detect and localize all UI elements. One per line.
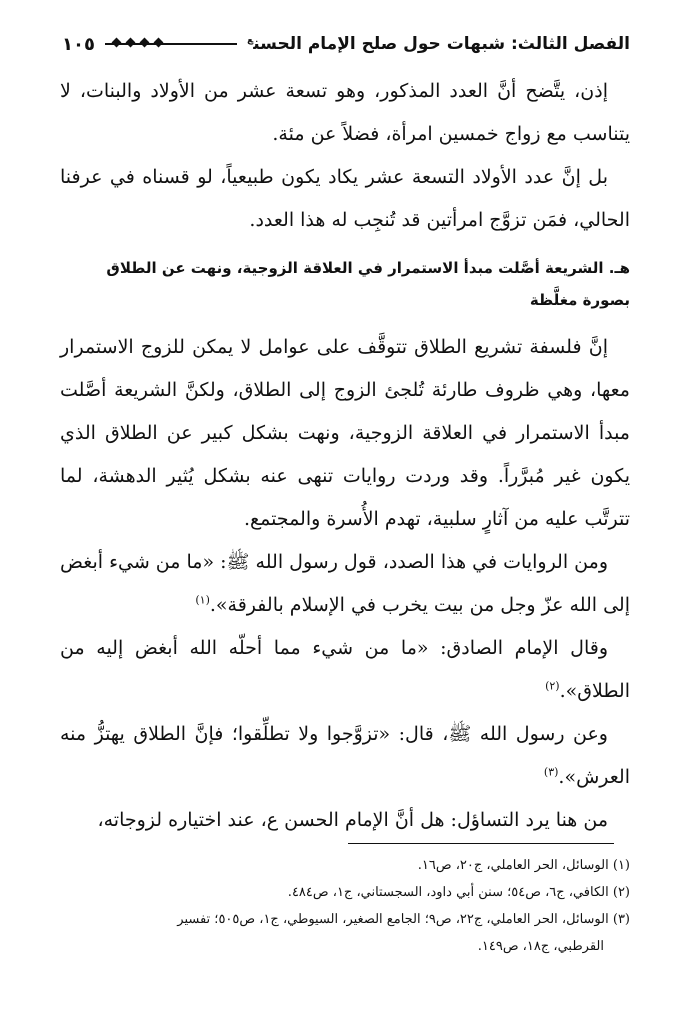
body-paragraph bbox=[60, 799, 630, 842]
footnote-continuation: القرطبي، ج١٨، ص١٤٩. bbox=[477, 939, 604, 954]
footnote-ref[interactable]: (٣) bbox=[543, 765, 559, 779]
body-paragraph bbox=[60, 713, 630, 799]
body-paragraph bbox=[60, 326, 630, 541]
header-ornament-rule bbox=[105, 37, 237, 51]
paragraph-text: إنَّ فلسفة تشريع الطلاق تتوقَّف على عوامل لا يمكن للزوج الاستمرار معها، وهي ظروف طارئة تُلجئ الزوج إلى الطلاق، ولكنَّ الشريعة أصَّلت مبدأ الاستمرار في العلاقة الزوجية، ونهت بشكل كبير عن الطلاق الذي يكون غير مُبرَّراً. وقد وردت روايات تنهى عنه بشكل يُثير الدهشة، لما تترتَّب عليه من آثارٍ سلبية، تهدم الأُسرة والمجتمع. bbox=[60, 336, 630, 530]
header-line bbox=[105, 43, 237, 45]
paragraph-text: وعن رسول الله ﷺ، قال: «تزوَّجوا ولا تطلِّقوا؛ فإنَّ الطلاق يهتزُّ منه العرش». bbox=[60, 723, 630, 788]
chapter-title-text: الفصل الثالث: شبهات حول صلح الإمام الحسن bbox=[253, 34, 630, 54]
ornament-diamond-icon bbox=[126, 38, 136, 48]
body-paragraph: بل إنَّ عدد الأولاد التسعة عشر يكاد يكون طبيعياً، لو قسناه في عرفنا الحالي، فمَن تزوَّج امرأتين قد تُنجِب له هذا العدد. bbox=[60, 166, 630, 231]
footnote: (١) الوسائل، الحر العاملي، ج٢٠، ص١٦. bbox=[417, 858, 630, 873]
chapter-title bbox=[247, 34, 630, 54]
main-text bbox=[60, 70, 630, 842]
footnote-ref[interactable]: (١) bbox=[195, 593, 210, 607]
footnote-ref[interactable]: (٢) bbox=[545, 679, 560, 693]
honorific-mark: ع bbox=[247, 35, 254, 46]
footnote: (٢) الكافي، ج٦، ص٥٤؛ سنن أبي داود، السجستاني، ج١، ص٤٨٤. bbox=[287, 885, 630, 900]
ornament-diamond-icon bbox=[154, 38, 164, 48]
paragraph-text: من هنا يرد التساؤل: هل أنَّ الإمام الحسن ع، عند اختياره لزوجاته، bbox=[97, 809, 608, 831]
paragraph-text: وقال الإمام الصادق: «ما من شيء مما أحلّه الله أبغض إليه من الطلاق». bbox=[60, 637, 630, 702]
section-heading: هـ. الشريعة أصَّلت مبدأ الاستمرار في العلاقة الزوجية، ونهت عن الطلاق بصورة مغلَّظة bbox=[106, 259, 630, 309]
ornament-diamond-icon bbox=[112, 38, 122, 48]
footnote-separator bbox=[348, 843, 614, 844]
page-number: ١٠٥ bbox=[62, 33, 95, 55]
running-header bbox=[62, 28, 630, 60]
body-paragraph bbox=[60, 541, 630, 627]
body-paragraph bbox=[60, 627, 630, 713]
footnote: (٣) الوسائل، الحر العاملي، ج٢٢، ص٩؛ الجامع الصغير، السيوطي، ج١، ص٥٠٥؛ تفسير bbox=[177, 912, 630, 927]
ornament-diamond-icon bbox=[140, 38, 150, 48]
paragraph-text: ومن الروايات في هذا الصدد، قول رسول الله ﷺ: «ما من شيء أبغض إلى الله عزّ وجل من بيت يخرب في الإسلام بالفرقة». bbox=[60, 551, 630, 616]
body-paragraph: إذن، يتَّضح أنَّ العدد المذكور، وهو تسعة عشر من الأولاد والبنات، لا يتناسب مع زواج خمسين امرأة، فضلاً عن مئة. bbox=[60, 80, 630, 145]
footnotes bbox=[60, 852, 630, 960]
